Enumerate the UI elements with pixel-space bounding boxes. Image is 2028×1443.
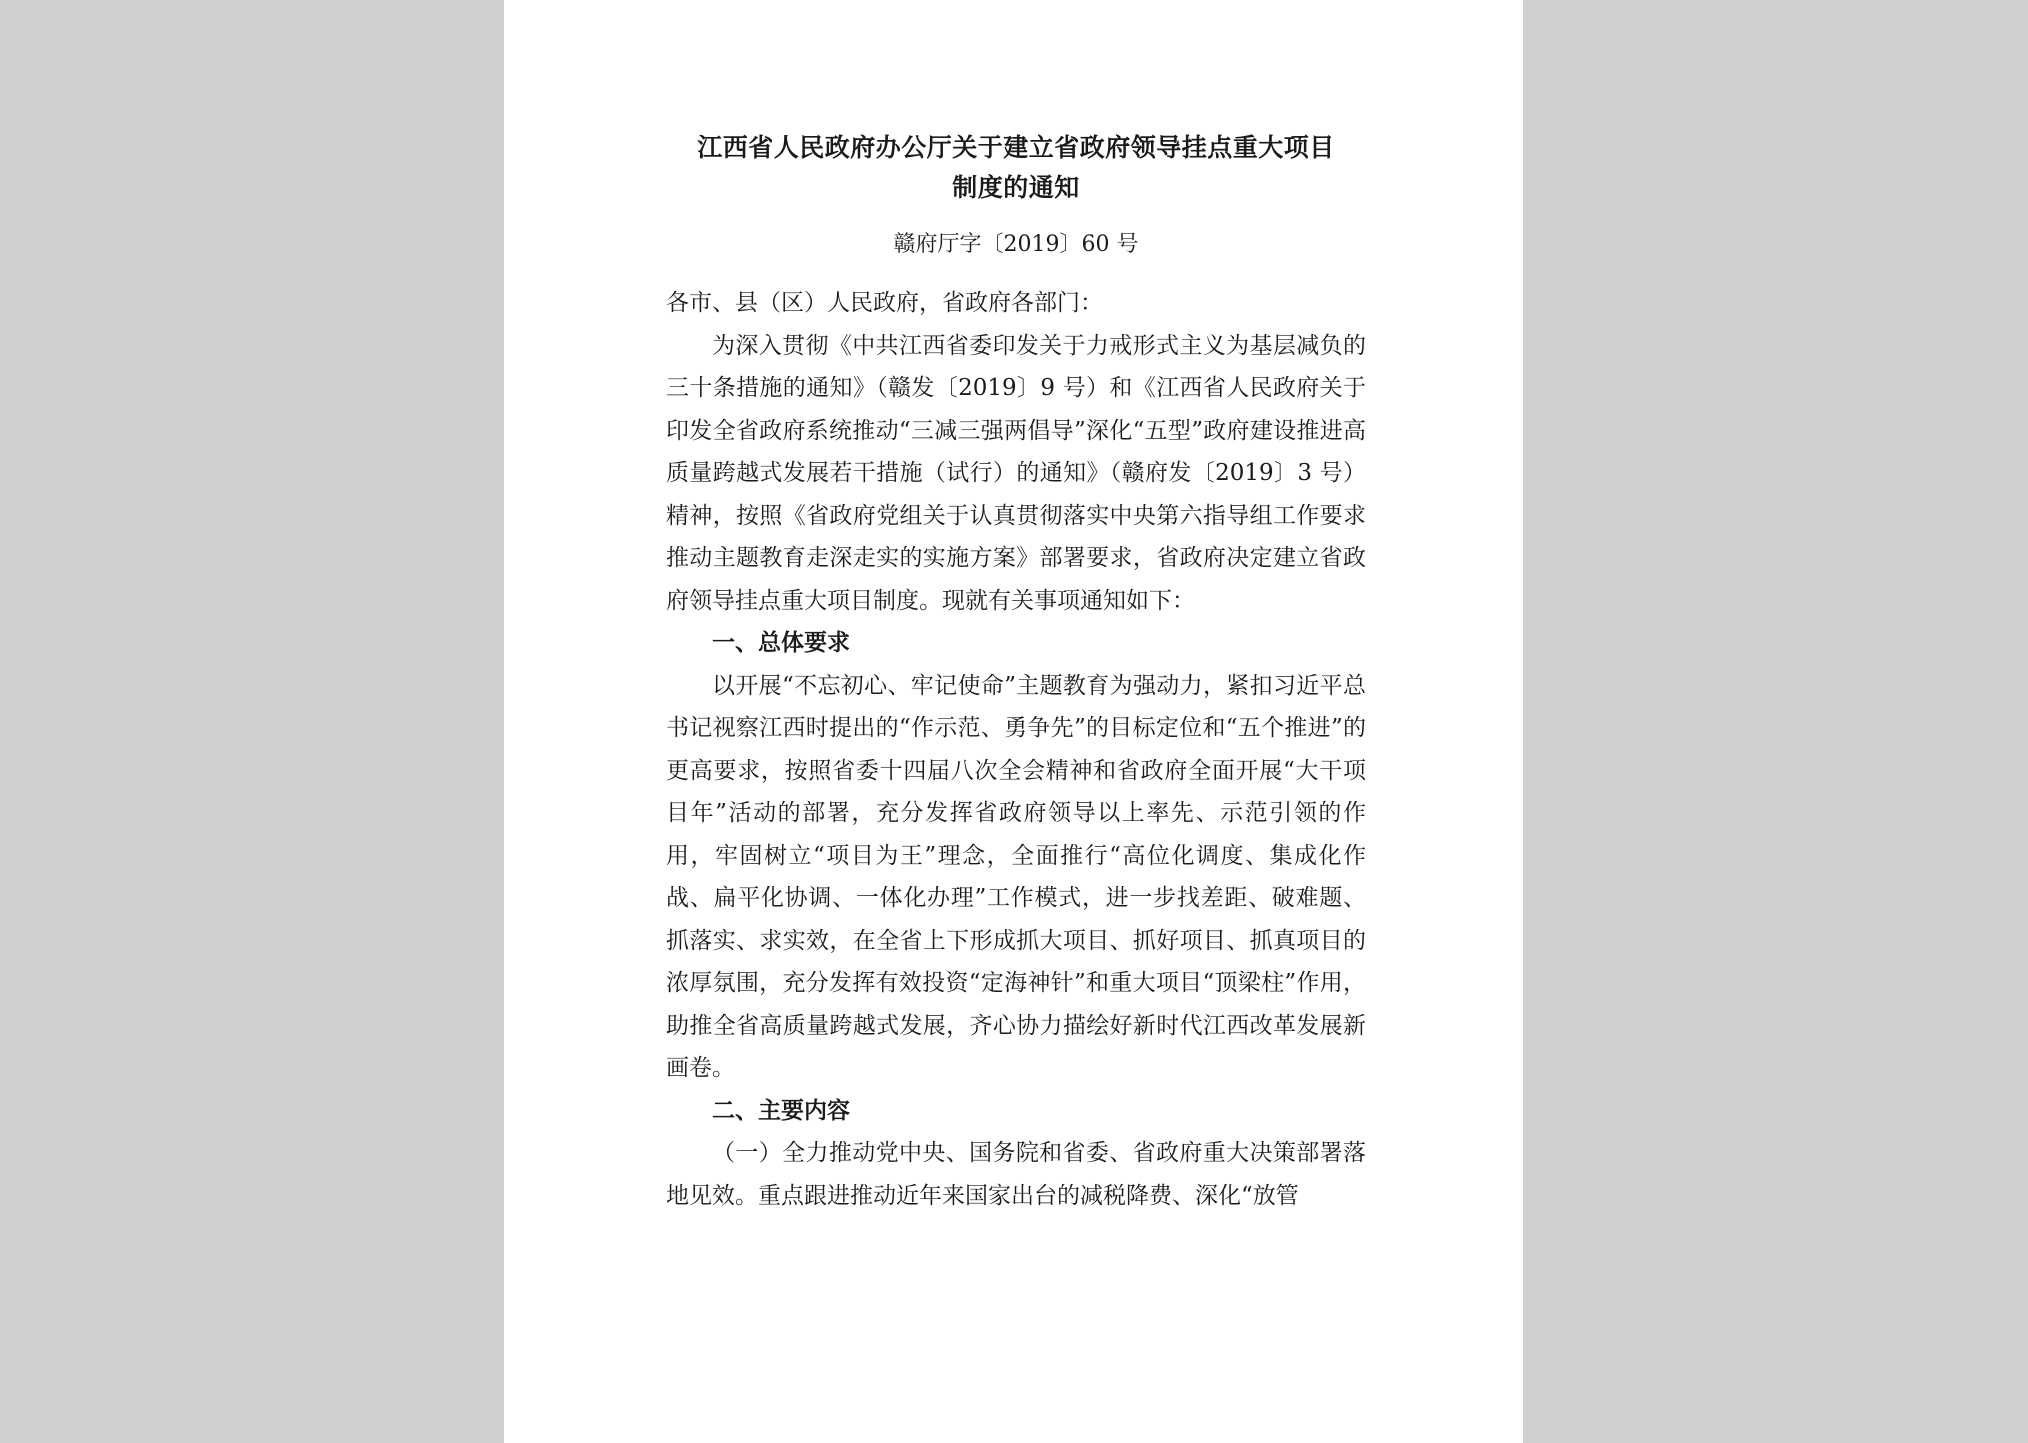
title-line-1: 江西省人民政府办公厅关于建立省政府领导挂点重大项目 bbox=[697, 133, 1335, 162]
section-2-heading: 二、主要内容 bbox=[712, 1096, 850, 1124]
intro-paragraph: 为深入贯彻《中共江西省委印发关于力戒形式主义为基层减负的三十条措施的通知》（赣发〔2019〕9 号）和《江西省人民政府关于印发全省政府系统推动“三减三强两倡导”深化“五型”政府建设推进高质量跨越式发展若干措施（试行）的通知》（赣府发〔2019〕3 号）精神，按照《省政府党组关于认真贯彻落实中央第六指导组工作要求推动主题教育走深走实的实施方案》部署要求，省政府决定建立省政府领导挂点重大项目制度。现就有关事项通知如下： bbox=[666, 332, 1366, 614]
section-1-paragraph: 以开展“不忘初心、牢记使命”主题教育为强动力，紧扣习近平总书记视察江西时提出的“作示范、勇争先”的目标定位和“五个推进”的更高要求，按照省委十四届八次全会精神和省政府全面开展“大干项目年”活动的部署，充分发挥省政府领导以上率先、示范引领的作用，牢固树立“项目为王”理念，全面推行“高位化调度、集成化作战、扁平化协调、一体化办理”工作模式，进一步找差距、破难题、抓落实、求实效，在全省上下形成抓大项目、抓好项目、抓真项目的浓厚氛围，充分发挥有效投资“定海神针”和重大项目“顶梁柱”作用，助推全省高质量跨越式发展，齐心协力描绘好新时代江西改革发展新画卷。 bbox=[666, 672, 1366, 1081]
title-line-2: 制度的通知 bbox=[952, 173, 1080, 202]
document-number: 赣府厅字〔2019〕60 号 bbox=[893, 232, 1139, 257]
salutation: 各市、县（区）人民政府，省政府各部门： bbox=[666, 290, 1103, 316]
page-content bbox=[666, 128, 1366, 1217]
document-page bbox=[504, 0, 1523, 1443]
section-1-heading: 一、总体要求 bbox=[712, 629, 850, 656]
document-title bbox=[666, 128, 1366, 208]
section-2-item-1: （一）全力推动党中央、国务院和省委、省政府重大决策部署落地见效。重点跟进推动近年来国家出台的减税降费、深化“放管 bbox=[666, 1140, 1366, 1209]
